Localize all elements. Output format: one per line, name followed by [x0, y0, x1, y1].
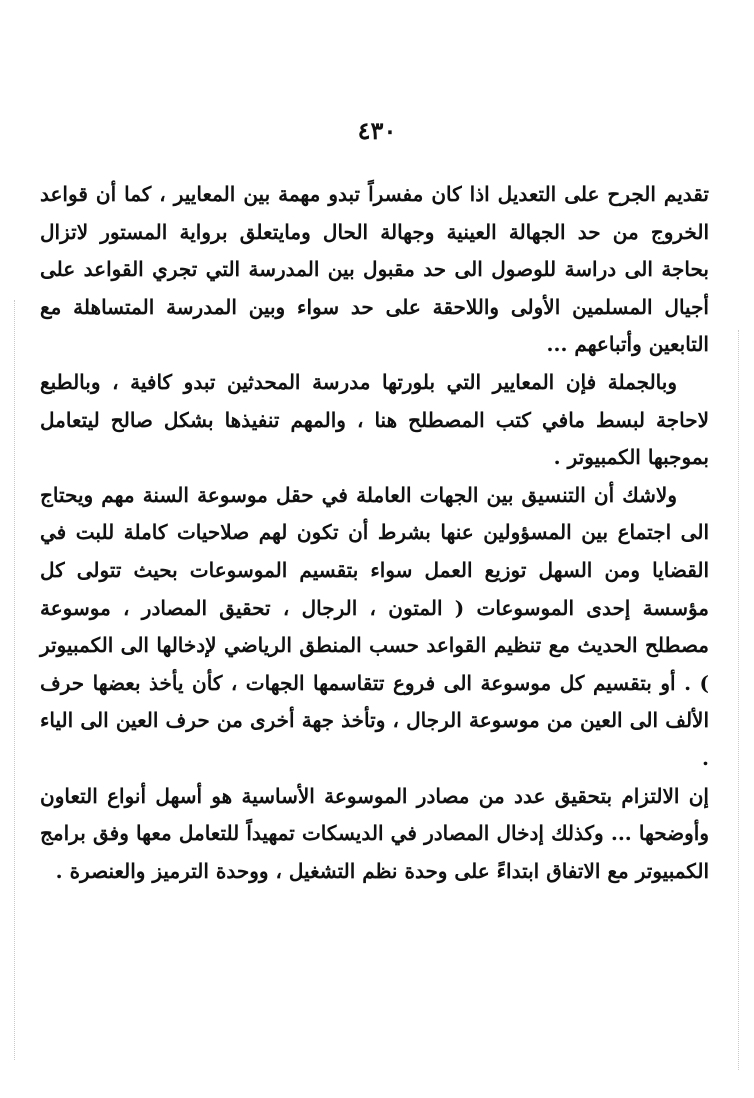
paragraph-1: تقديم الجرح على التعديل اذا كان مفسراً تبدو مهمة بين المعايير ، كما أن قواعد الخروج من حد الجهالة العينية وجهالة الحال ومايتعلق برواية المستور لاتزال بحاجة الى دراسة للوصول الى حد مقبول بين المدرسة التي تجري القواعد على أجيال المسلمين الأولى واللاحقة على حد سواء وبين المدرسة المتساهلة مع التابعين وأتباعهم ...: [40, 182, 709, 357]
body-text: [40, 176, 709, 890]
page-number: ٤٣٠: [357, 116, 397, 145]
scan-edge-left: [14, 300, 15, 1060]
paragraph-2: وبالجملة فإن المعايير التي بلورتها مدرسة المحدثين تبدو كافية ، وبالطبع لاحاجة لبسط مافي كتب المصطلح هنا ، والمهم تنفيذها بشكل صالح ليتعامل بموجبها الكمبيوتر .: [40, 369, 709, 470]
scan-edge-right: [738, 330, 739, 1070]
paragraph-4: إن الالتزام بتحقيق عدد من مصادر الموسوعة الأساسية هو أسهل أنواع التعاون وأوضحها ... وكذلك إدخال المصادر في الديسكات تمهيداً للتعامل معها وفق برامج الكمبيوتر مع الاتفاق ابتداءً على وحدة نظم التشغيل ، ووحدة الترميز والعنصرة .: [40, 783, 709, 883]
paragraph-3: ولاشك أن التنسيق بين الجهات العاملة في حقل موسوعة السنة مهم ويحتاج الى اجتماع بين المسؤولين عنها بشرط أن تكون لهم صلاحيات كاملة للبت في القضايا ومن السهل توزيع العمل سواء بتقسيم الموسوعات بحيث تتولى كل مؤسسة إحدى الموسوعات ( المتون ، الرجال ، تحقيق المصادر ، موسوعة مصطلح الحديث مع تنظيم القواعد حسب المنطق الرياضي لإدخالها الى الكمبيوتر ) . أو بتقسيم كل موسوعة الى فروع تتقاسمها الجهات ، كأن يأخذ بعضها حرف الألف الى العين من موسوعة الرجال ، وتأخذ جهة أخرى من حرف العين الى الياء .: [40, 482, 709, 770]
